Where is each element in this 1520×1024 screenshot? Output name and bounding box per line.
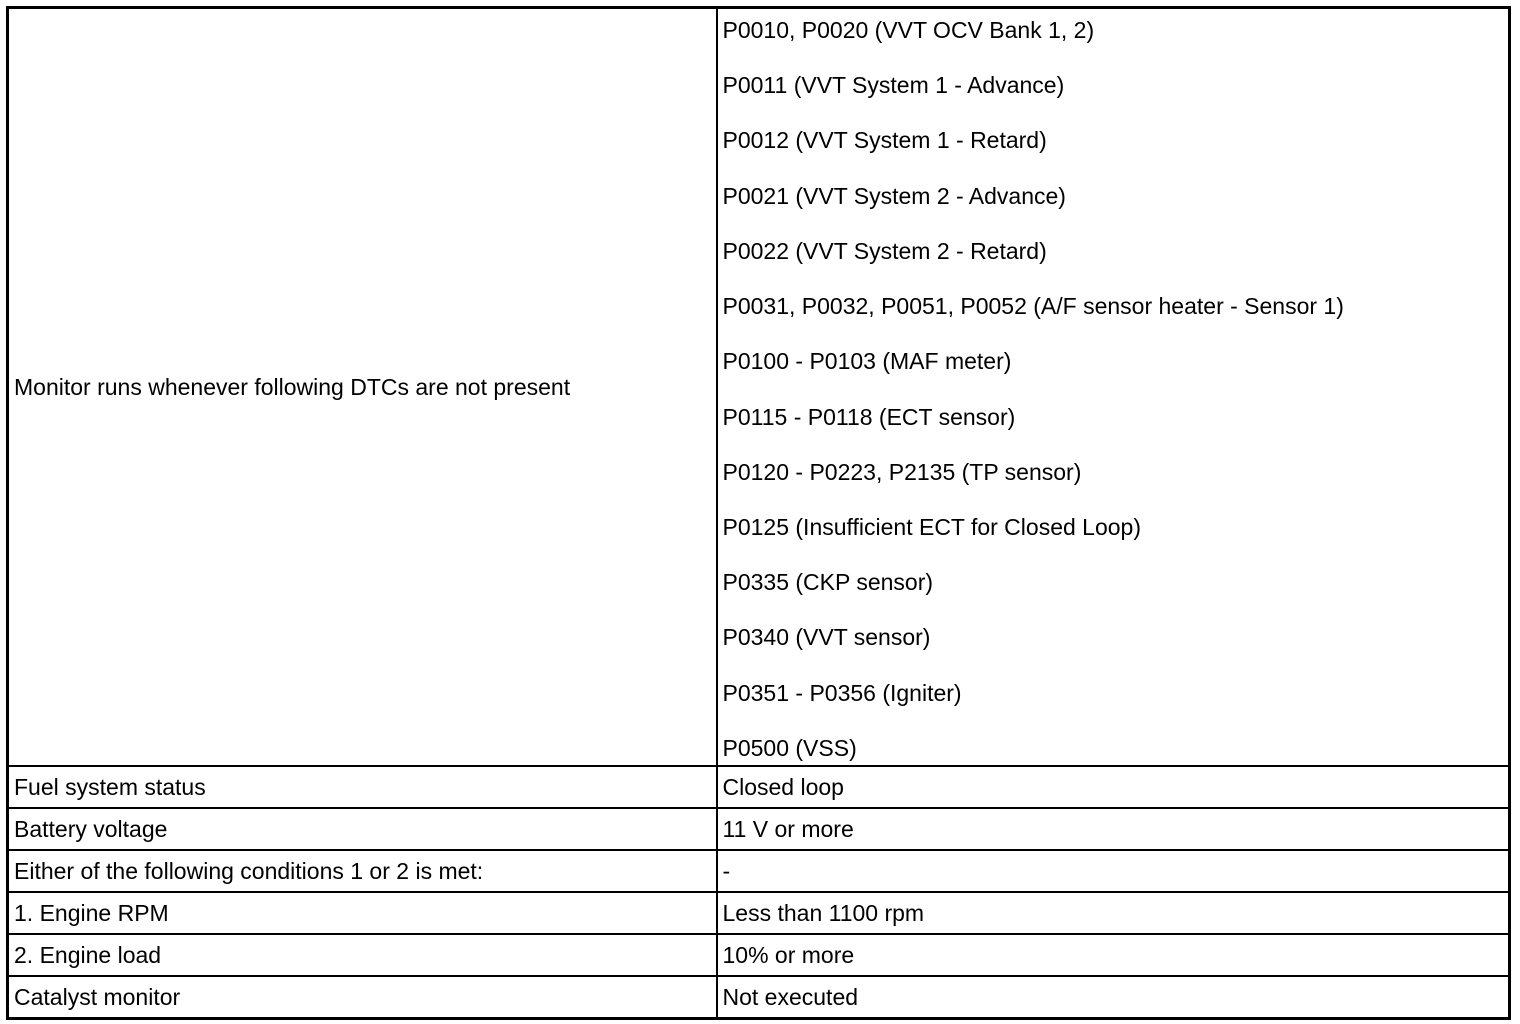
dtc-item: P0120 - P0223, P2135 (TP sensor) — [722, 458, 1082, 485]
table-row — [8, 934, 1510, 976]
dtc-item: P0340 (VVT sensor) — [722, 624, 931, 651]
dtc-item: P0115 - P0118 (ECT sensor) — [722, 403, 1016, 430]
table-row — [8, 850, 1510, 892]
dtc-item: P0100 - P0103 (MAF meter) — [722, 348, 1012, 375]
monitor-conditions-table — [6, 6, 1511, 1020]
dtc-item: P0011 (VVT System 1 - Advance) — [722, 72, 1065, 99]
monitor-condition-label: Monitor runs whenever following DTCs are not present — [8, 8, 717, 767]
condition-value: 11 V or more — [717, 808, 1510, 850]
dtc-item: P0500 (VSS) — [722, 734, 857, 761]
dtc-item: P0125 (Insufficient ECT for Closed Loop) — [722, 513, 1141, 540]
condition-value: Less than 1100 rpm — [717, 892, 1510, 934]
table-row — [8, 808, 1510, 850]
table-row — [8, 892, 1510, 934]
table-row — [8, 8, 1510, 767]
condition-value: Closed loop — [717, 766, 1510, 808]
condition-label: Battery voltage — [8, 808, 717, 850]
dtc-item: P0335 (CKP sensor) — [722, 569, 934, 596]
condition-value: Not executed — [717, 976, 1510, 1019]
condition-label: 1. Engine RPM — [8, 892, 717, 934]
table-row — [8, 976, 1510, 1019]
dtc-item: P0012 (VVT System 1 - Retard) — [722, 127, 1047, 154]
table-row — [8, 766, 1510, 808]
dtc-list-cell — [717, 8, 1510, 767]
dtc-list — [723, 9, 1504, 765]
dtc-item: P0022 (VVT System 2 - Retard) — [722, 237, 1047, 264]
condition-value: - — [717, 850, 1510, 892]
condition-label: Either of the following conditions 1 or 2 is met: — [8, 850, 717, 892]
condition-value: 10% or more — [717, 934, 1510, 976]
dtc-item: P0010, P0020 (VVT OCV Bank 1, 2) — [722, 17, 1095, 43]
condition-label: Catalyst monitor — [8, 976, 717, 1019]
dtc-item: P0031, P0032, P0051, P0052 (A/F sensor heater - Sensor 1) — [722, 293, 1344, 320]
dtc-item: P0351 - P0356 (Igniter) — [722, 679, 962, 706]
condition-label: Fuel system status — [8, 766, 717, 808]
dtc-item: P0021 (VVT System 2 - Advance) — [722, 182, 1066, 209]
condition-label: 2. Engine load — [8, 934, 717, 976]
